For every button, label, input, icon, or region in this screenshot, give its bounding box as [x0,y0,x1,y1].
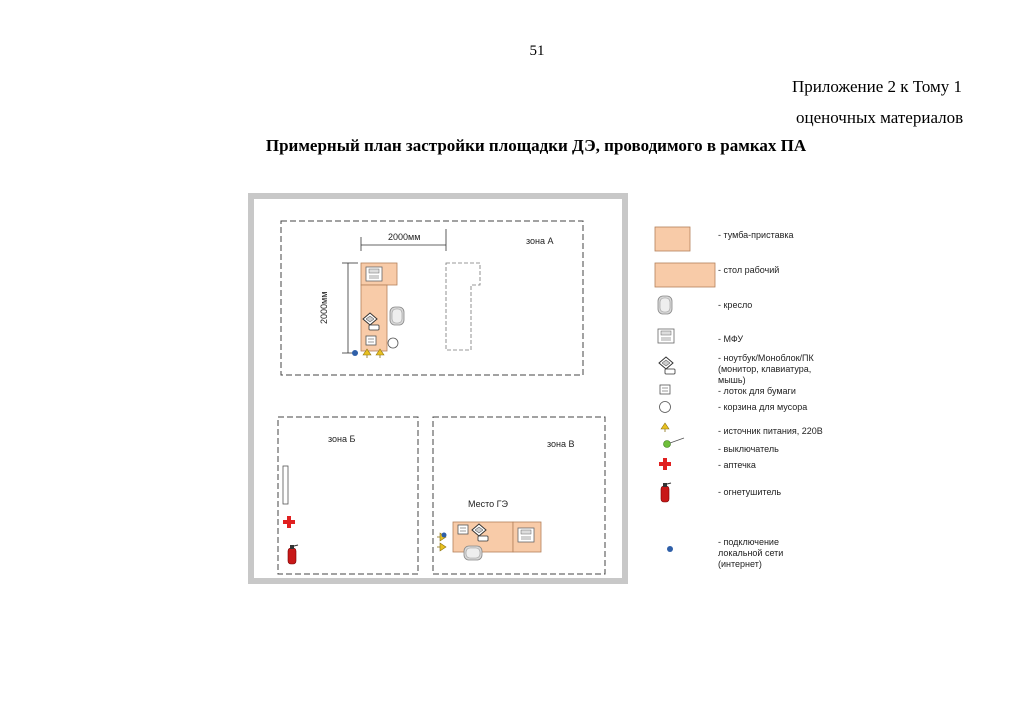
workstation-a [352,263,404,358]
zone-a-label: зона А [526,236,554,246]
network-port [352,350,358,356]
legend-text: локальной сети [718,548,784,558]
floor-plan [248,193,823,598]
legend-switch-icon [664,438,685,448]
legend [655,227,823,569]
legend-chair-icon [658,296,672,314]
legend-first-aid-icon [659,458,671,470]
legend-network-port-icon [667,546,673,552]
zone-c-label: зона В [547,439,575,449]
legend-power-outlet-icon [661,423,669,432]
power-outlet [437,543,446,551]
legend-text: - лоток для бумаги [718,386,796,396]
legend-mfp-icon [658,329,674,343]
legend-text: - корзина для мусора [718,402,808,412]
workstation-expert [437,522,541,560]
zone-b-label: зона Б [328,434,356,444]
legend-text: - ноутбук/Моноблок/ПК [718,353,814,363]
network-port [442,533,447,538]
dimension-horizontal [361,229,446,251]
annex-line-1: Приложение 2 к Тому 1 [792,77,963,96]
mfp [366,267,382,281]
legend-text: - стол рабочий [718,265,780,275]
legend-text: - кресло [718,300,753,310]
document-title: Примерный план застройки площадки ДЭ, проводимого в рамках ПА [265,136,807,155]
trash-bin [388,338,398,348]
dimension-vertical-label: 2000мм [319,291,329,324]
annex-line-2: оценочных материалов [796,108,964,127]
legend-text: (интернет) [718,559,762,569]
dimension-vertical [319,263,358,353]
chair [464,546,482,560]
legend-paper-tray-icon [660,385,670,394]
legend-trash-bin-icon [660,402,671,413]
legend-text: - тумба-приставка [718,230,794,240]
mfp [518,528,534,542]
legend-text: - источник питания, 220В [718,426,823,436]
legend-text: - огнетушитель [718,487,782,497]
legend-text: (монитор, клавиатура, [718,364,812,374]
legend-fire-extinguisher-icon [661,483,671,502]
legend-cabinet-icon [655,227,690,251]
legend-desk-icon [655,263,715,287]
paper-tray [366,336,376,345]
first-aid-kit [283,516,295,528]
legend-text: - подключение [718,537,779,547]
chair [390,307,404,325]
paper-tray [458,525,468,534]
fire-extinguisher [288,545,298,564]
dimension-horizontal-label: 2000мм [388,232,421,242]
legend-text: - выключатель [718,444,779,454]
outer-wall [251,196,625,581]
workstation-placeholder [446,263,480,350]
page-number: 51 [529,43,545,59]
legend-text: мышь) [718,375,746,385]
legend-laptop-icon [659,357,675,374]
coat-rack [283,466,288,504]
expert-place-label: Место ГЭ [468,499,508,509]
legend-text: - МФУ [718,334,744,344]
legend-text: - аптечка [718,460,756,470]
